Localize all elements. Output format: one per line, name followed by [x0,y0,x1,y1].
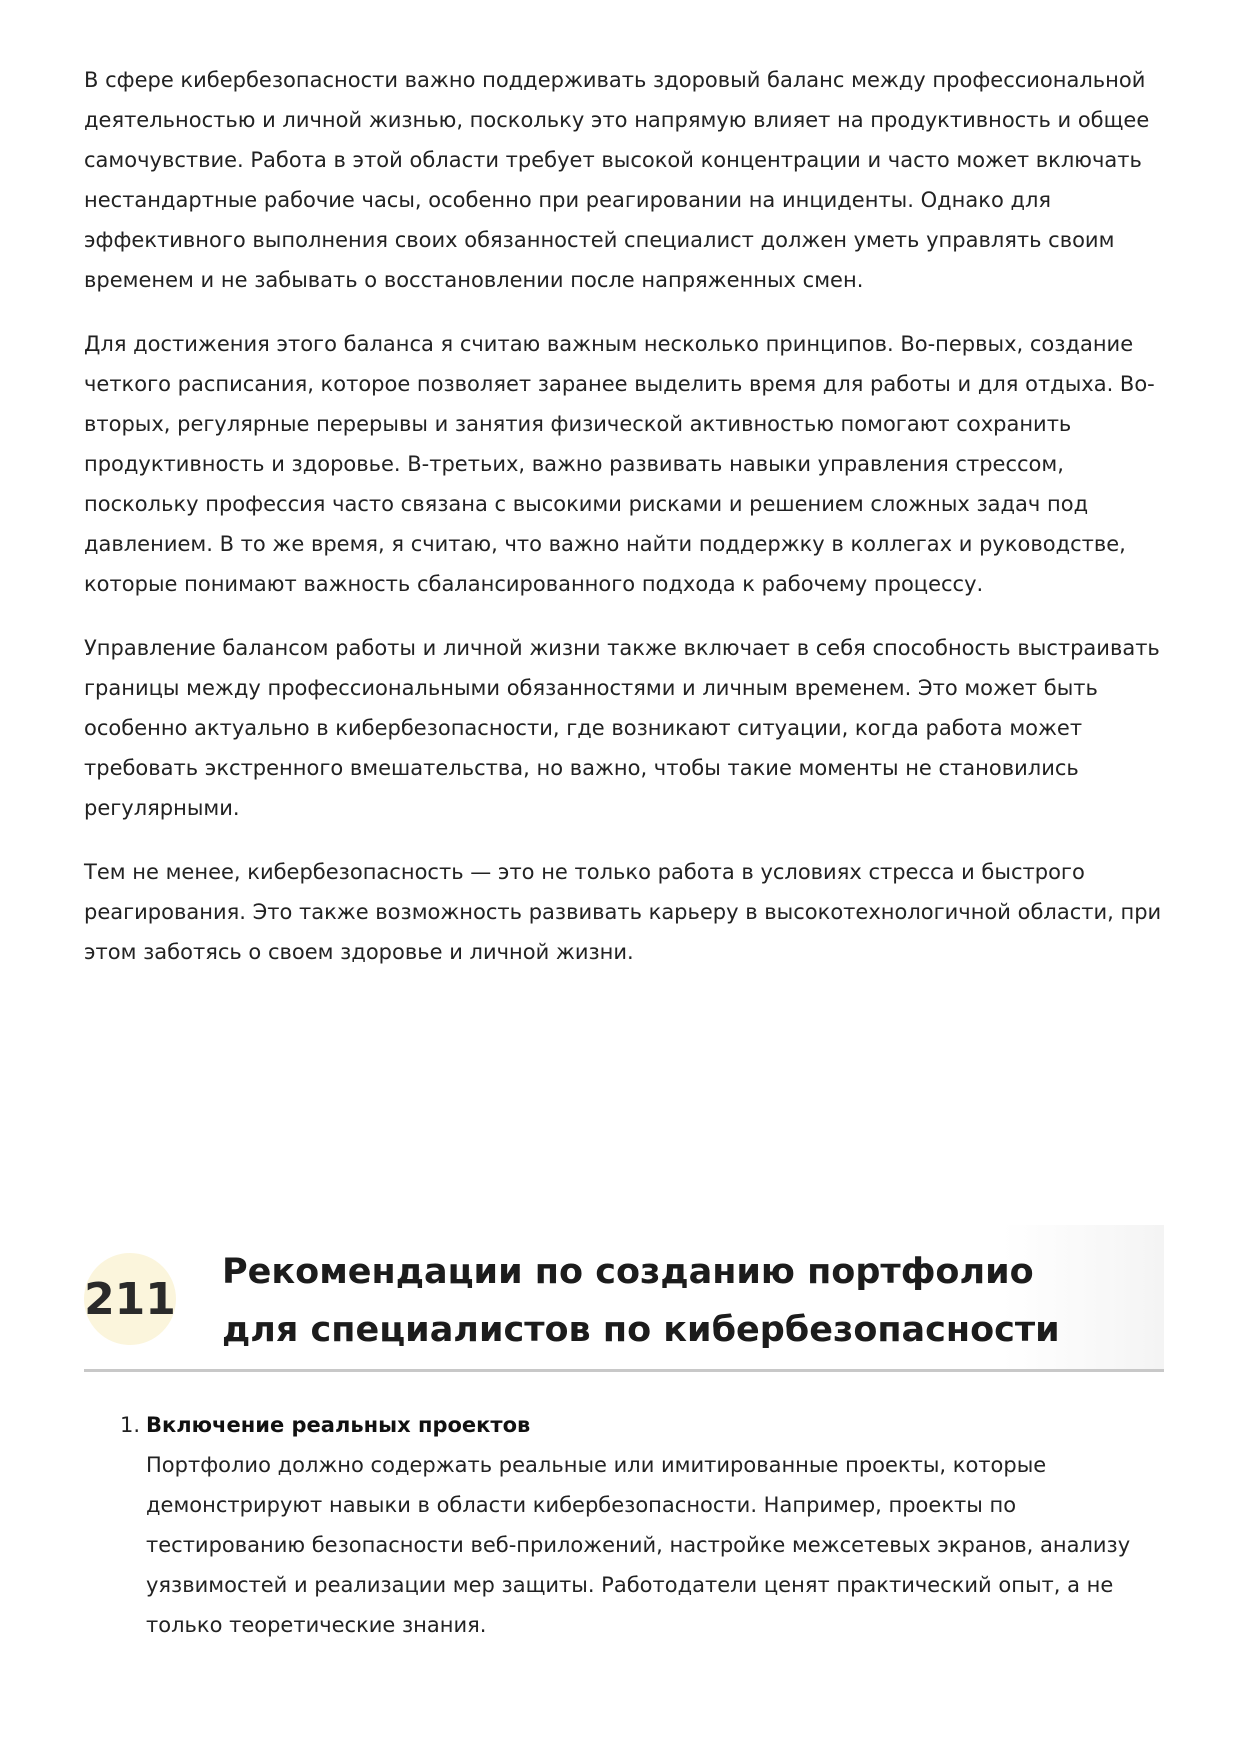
list-item [84,1405,1164,1645]
chapter-heading [84,1225,1164,1375]
paragraph: Тем не менее, кибербезопасность — это не только работа в условиях стресса и быстрого реагирования. Это также возможность развивать карьеру в высокотехнологичной области, при этом заботясь о своем здоровье и личной жизни. [84,860,1162,964]
chapter-number: 211 [84,1274,176,1325]
paragraph: Для достижения этого баланса я считаю важным несколько принципов. Во-первых, создание четкого расписания, которое позволяет заранее выделить время для работы и для отдыха. Во-вторых, регулярные перерывы и занятия физической активностью помогают сохранить продуктивность и здоровье. В-третьих, важно развивать навыки управления стрессом, поскольку профессия часто связана с высокими рисками и решением сложных задач под давлением. В то же время, я считаю, что важно найти поддержку в коллегах и руководстве, которые понимают важность сбалансированного подхода к рабочему процессу. [84,332,1155,596]
recommendations-list [84,1405,1164,1645]
list-item-title: Включение реальных проектов [146,1413,531,1437]
chapter-title: Рекомендации по созданию портфолио для специалистов по кибербезопасности [222,1252,1060,1350]
body-text [84,60,1164,996]
list-item-text: Портфолио должно содержать реальные или имитированные проекты, которые демонстрируют навыки в области кибербезопасности. Например, проекты по тестированию безопасности веб-приложений, настройке межсетевых экранов, анализу уязвимостей и реализации мер защиты. Работодатели ценят практический опыт, а не только теоретические знания. [146,1453,1131,1637]
paragraph: В сфере кибербезопасности важно поддерживать здоровый баланс между профессиональной деятельностью и личной жизнью, поскольку это напрямую влияет на продуктивность и общее самочувствие. Работа в этой области требует высокой концентрации и часто может включать нестандартные рабочие часы, особенно при реагировании на инциденты. Однако для эффективного выполнения своих обязанностей специалист должен уметь управлять своим временем и не забывать о восстановлении после напряженных смен. [84,68,1150,292]
list-item-number: 1. [120,1413,141,1437]
paragraph: Управление балансом работы и личной жизни также включает в себя способность выстраивать границы между профессиональными обязанностями и личным временем. Это может быть особенно актуально в кибербезопасности, где возникают ситуации, когда работа может требовать экстренного вмешательства, но важно, чтобы такие моменты не становились регулярными. [84,636,1160,820]
